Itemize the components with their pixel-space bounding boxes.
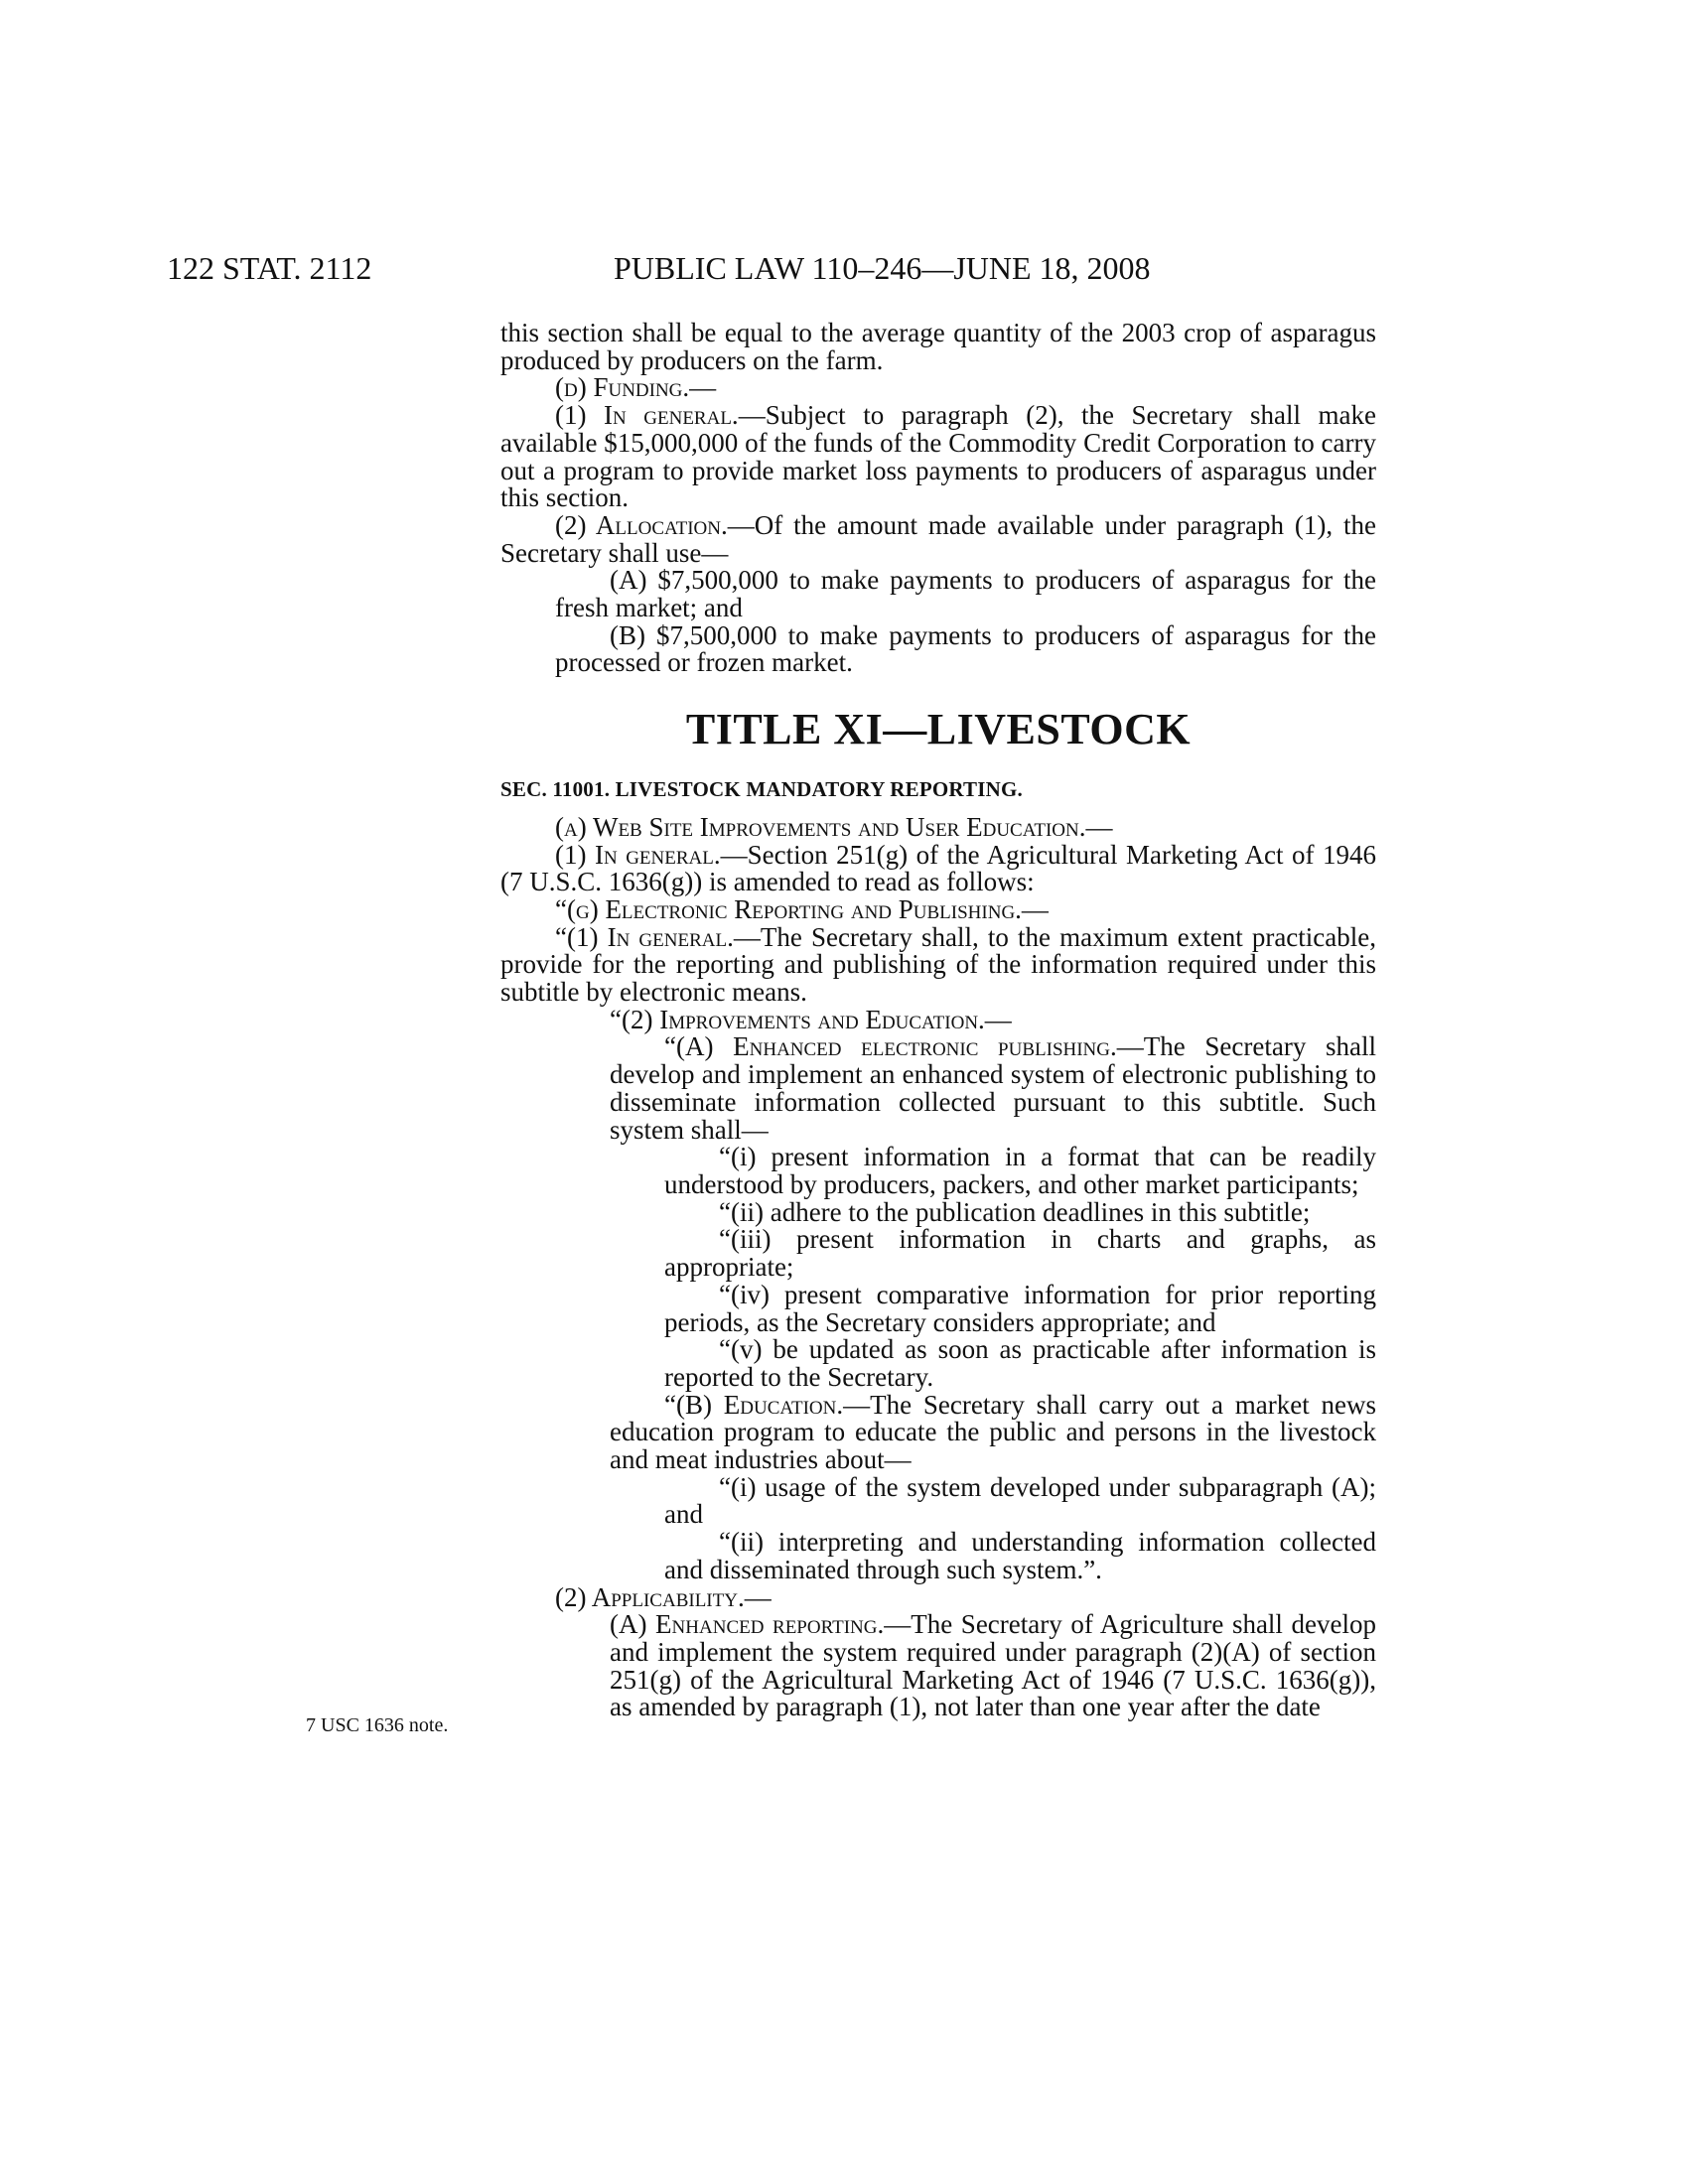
quoted-subparagraph-g2a-label: “(A) Enhanced electronic publishing. bbox=[664, 1031, 1117, 1062]
subsection-a-label: (a) Web Site Improvements and User Education.— bbox=[555, 811, 1113, 842]
quoted-paragraph-g1 bbox=[446, 921, 1376, 1008]
paragraph-a2-heading bbox=[500, 1581, 1376, 1612]
quoted-clause-g2a-iv: “(iv) present comparative information for prior reporting periods, as the Secretary considers appropriate; and bbox=[664, 1279, 1376, 1337]
subparagraph-d2a: (A) $7,500,000 to make payments to producers of asparagus for the fresh market; and bbox=[555, 565, 1376, 623]
quoted-clause-g2a-iii: “(iii) present information in charts and graphs, as appropriate; bbox=[664, 1224, 1376, 1283]
quoted-paragraph-g2-label: “(2) Improvements and Education.— bbox=[610, 1004, 1012, 1034]
paragraph-d2-label: (2) Allocation. bbox=[555, 509, 728, 540]
subparagraph-a2a-label: (A) Enhanced reporting. bbox=[610, 1609, 885, 1640]
subparagraph-a2a-text: —The Secretary of Agriculture shall develop and implement the system required under paragraph (2)(A) of section 251(g) of the Agricultural Marketing Act of 1946 (7 U.S.C. 1636(g)), as amended by paragraph (1), not later than one year after the date bbox=[610, 1609, 1376, 1722]
quoted-paragraph-g1-text: —The Secretary shall, to the maximum extent practicable, provide for the reporting and publishing of the information required under this subtitle by electronic means. bbox=[500, 921, 1376, 1008]
quoted-clause-g2a-i: “(i) present information in a format that can be readily understood by producers, packers, and other market participants; bbox=[664, 1142, 1376, 1199]
quoted-clause-g2b-i: “(i) usage of the system developed under subparagraph (A); and bbox=[664, 1471, 1376, 1530]
quoted-subparagraph-g2a-text: —The Secretary shall develop and implement an enhanced system of electronic publishing to disseminate information collected pursuant to this subtitle. Such system shall— bbox=[610, 1031, 1377, 1145]
running-head: PUBLIC LAW 110–246—JUNE 18, 2008 bbox=[614, 250, 1151, 286]
paragraph-continued: this section shall be equal to the average quantity of the 2003 crop of asparagus produced by producers on the farm. bbox=[500, 318, 1376, 375]
subparagraph-a2a bbox=[500, 1611, 1376, 1721]
paragraph-a1-label: (1) In general. bbox=[555, 839, 721, 870]
margin-note: 7 USC 1636 note. bbox=[306, 1714, 449, 1736]
paragraph-d1-label: (1) In general. bbox=[555, 400, 739, 431]
quoted-paragraph-g1-label: “(1) In general. bbox=[555, 921, 734, 952]
paragraph-a1 bbox=[446, 839, 1376, 897]
quoted-subparagraph-g2b bbox=[500, 1389, 1376, 1475]
paragraph-a2-label: (2) Applicability.— bbox=[555, 1581, 772, 1612]
paragraph-d1-text: —Subject to paragraph (2), the Secretary shall make available $15,000,000 of the funds of the Commodity Credit Corporation to carry out a program to provide market loss payments to producers of asparagus under this section. bbox=[500, 400, 1376, 513]
quoted-paragraph-g2-heading bbox=[500, 1004, 1376, 1034]
page-header bbox=[0, 250, 1688, 290]
quoted-clause-g2b-ii: “(ii) interpreting and understanding information collected and disseminated through such system.”. bbox=[664, 1527, 1376, 1584]
paragraph-a1-text: —Section 251(g) of the Agricultural Marketing Act of 1946 (7 U.S.C. 1636(g)) is amended to read as follows: bbox=[500, 839, 1376, 897]
quoted-clause-g2a-v: “(v) be updated as soon as practicable after information is reported to the Secretary. bbox=[664, 1334, 1376, 1392]
title-heading: TITLE XI—LIVESTOCK bbox=[685, 705, 1192, 754]
quoted-subsection-g-heading bbox=[500, 893, 1376, 924]
document-body bbox=[500, 320, 1376, 1721]
subparagraph-d2b: (B) $7,500,000 to make payments to producers of asparagus for the processed or frozen market. bbox=[555, 619, 1376, 678]
quoted-subparagraph-g2b-label: “(B) Education. bbox=[664, 1389, 844, 1420]
paragraph-d1 bbox=[446, 402, 1376, 512]
quoted-clause-g2a-ii: “(ii) adhere to the publication deadlines in this subtitle; bbox=[719, 1196, 1311, 1227]
section-heading: SEC. 11001. LIVESTOCK MANDATORY REPORTING. bbox=[500, 777, 1023, 802]
paragraph-d2-text: —Of the amount made available under paragraph (1), the Secretary shall use— bbox=[500, 509, 1376, 568]
subsection-d-label: (d) Funding.— bbox=[555, 372, 717, 403]
quoted-subparagraph-g2b-text: —The Secretary shall carry out a market news education program to educate the public and persons in the livestock and meat industries about— bbox=[610, 1389, 1376, 1475]
paragraph-d2 bbox=[446, 509, 1376, 568]
quoted-subsection-g-label: “(g) Electronic Reporting and Publishing.— bbox=[555, 893, 1049, 924]
subsection-a-heading bbox=[500, 811, 1376, 842]
stat-page-number: 122 STAT. 2112 bbox=[167, 250, 372, 286]
quoted-subparagraph-g2a bbox=[500, 1033, 1376, 1144]
subsection-d-heading bbox=[500, 374, 1376, 402]
